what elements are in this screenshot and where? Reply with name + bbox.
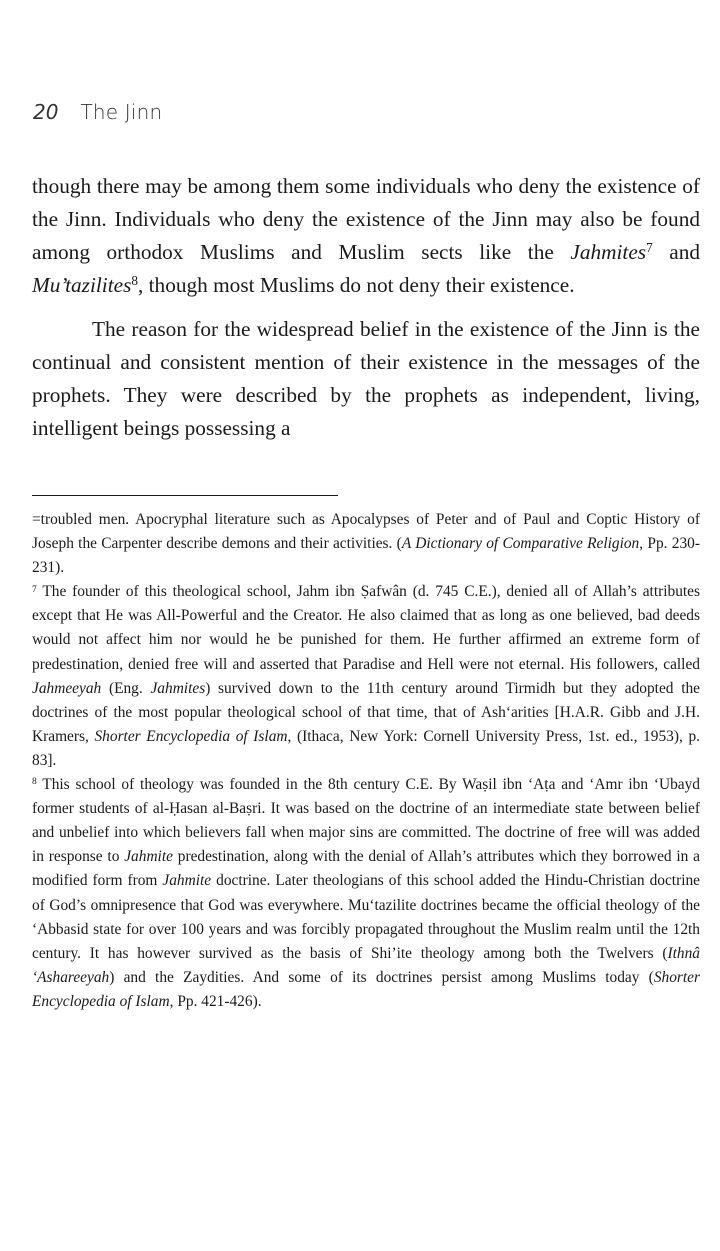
footnotes <box>32 508 700 1014</box>
text-run: predestination, along with the denial of Allah’s attributes which they borrowed in a modified form from <box>32 848 701 890</box>
text-run: ) and the Zaydities. And some of its doctrines persist among Muslims today ( <box>109 968 654 986</box>
term-jahmeeyah: Jahmeeyah <box>32 679 102 697</box>
footnote-marker-7: 7 <box>32 583 37 595</box>
body-paragraph-1 <box>32 170 700 302</box>
page-number: 20 <box>33 100 59 124</box>
footnote-ref-7[interactable]: 7 <box>646 240 653 256</box>
text-run: , though most Muslims do not deny their existence. <box>137 273 575 297</box>
text-run: =troubled men. Apocryphal literature such as Apocalypses of Peter and of Paul and Coptic History of Joseph the Carpenter describe demons and their activities. ( <box>32 511 700 553</box>
term-jahmites: Jahmites <box>150 679 206 697</box>
running-title: The Jinn <box>80 100 163 124</box>
cited-title: Shorter Encyclopedia of Islam <box>94 727 288 745</box>
text-run: and <box>652 240 701 264</box>
term-jahmite: Jahmite <box>162 872 212 890</box>
main-text <box>32 170 700 445</box>
footnote-7 <box>32 580 700 773</box>
text-run: ) survived down to the 11th century around Tirmidh but they adopted the doctrines of the most popular theological school of that time, that of Ash‘arities [H.A.R. Gibb and J.H. Kramers, <box>32 679 700 745</box>
footnote-continuation <box>32 508 700 580</box>
footnote-divider <box>32 495 338 496</box>
term-jahmite: Jahmite <box>124 848 173 866</box>
footnote-ref-8[interactable]: 8 <box>131 273 138 289</box>
footnote-8 <box>32 773 700 1014</box>
text-run: The founder of this theological school, Jahm ibn Ṣafwân (d. 745 C.E.), denied all of Allah’s attributes except that He was All-Powerful and the Creator. He also claimed that as long as one believed, bad deeds would not affect him nor would he be punished for them. He further affirmed an extreme form of predestination, denied free will and asserted that Paradise and Hell were not eternal. His followers, called <box>32 583 700 673</box>
term-ithna-ashareeyah: Ithnâ ‘Ashareeyah <box>32 944 700 986</box>
text-run: This school of theology was founded in the 8th century C.E. By Waṣil ibn ‘Aṭa and ‘Amr ibn ‘Ubayd former students of al-Ḥasan al-Baṣri. It was based on the doctrine of an intermediate state between belief and unbelief into which believers fall when major sins are committed. The doctrine of free will was added in response to <box>32 776 700 866</box>
text-run: though there may be among them some individuals who deny the existence of the Jinn. Individuals who deny the existence of the Jinn may also be found among orthodox Muslims and Muslim sects like the <box>32 174 700 264</box>
text-run: , Pp. 230-231). <box>32 535 701 577</box>
cited-title: A Dictionary of Comparative Religion <box>401 535 640 553</box>
running-header <box>33 100 162 124</box>
term-jahmites: Jahmites <box>570 240 647 264</box>
text-run: (Eng. <box>101 679 151 697</box>
term-mutazilites: Mu’tazilites <box>32 273 132 297</box>
body-paragraph-2: The reason for the widespread belief in the existence of the Jinn is the continual and consistent mention of their existence in the messages of the prophets. They were described by the prophets as independent, living, intelligent beings possessing a <box>32 317 700 440</box>
footnote-marker-8: 8 <box>32 776 37 788</box>
text-run: , Pp. 421-426). <box>169 992 262 1010</box>
text-run: doctrine. Later theologians of this school added the Hindu-Christian doctrine of God’s omnipresence that God was everywhere. Mu‘tazilite doctrines became the official theology of the ‘Abbasid state for over 100 years and was forcibly propagated throughout the Muslim realm until the 12th century. It has however survived as the basis of Shi’ite theology among both the Twelvers ( <box>32 872 700 962</box>
cited-title: Shorter Encyclopedia of Islam <box>32 968 700 1010</box>
text-run: , (Ithaca, New York: Cornell University Press, 1st. ed., 1953), p. 83]. <box>32 727 700 769</box>
